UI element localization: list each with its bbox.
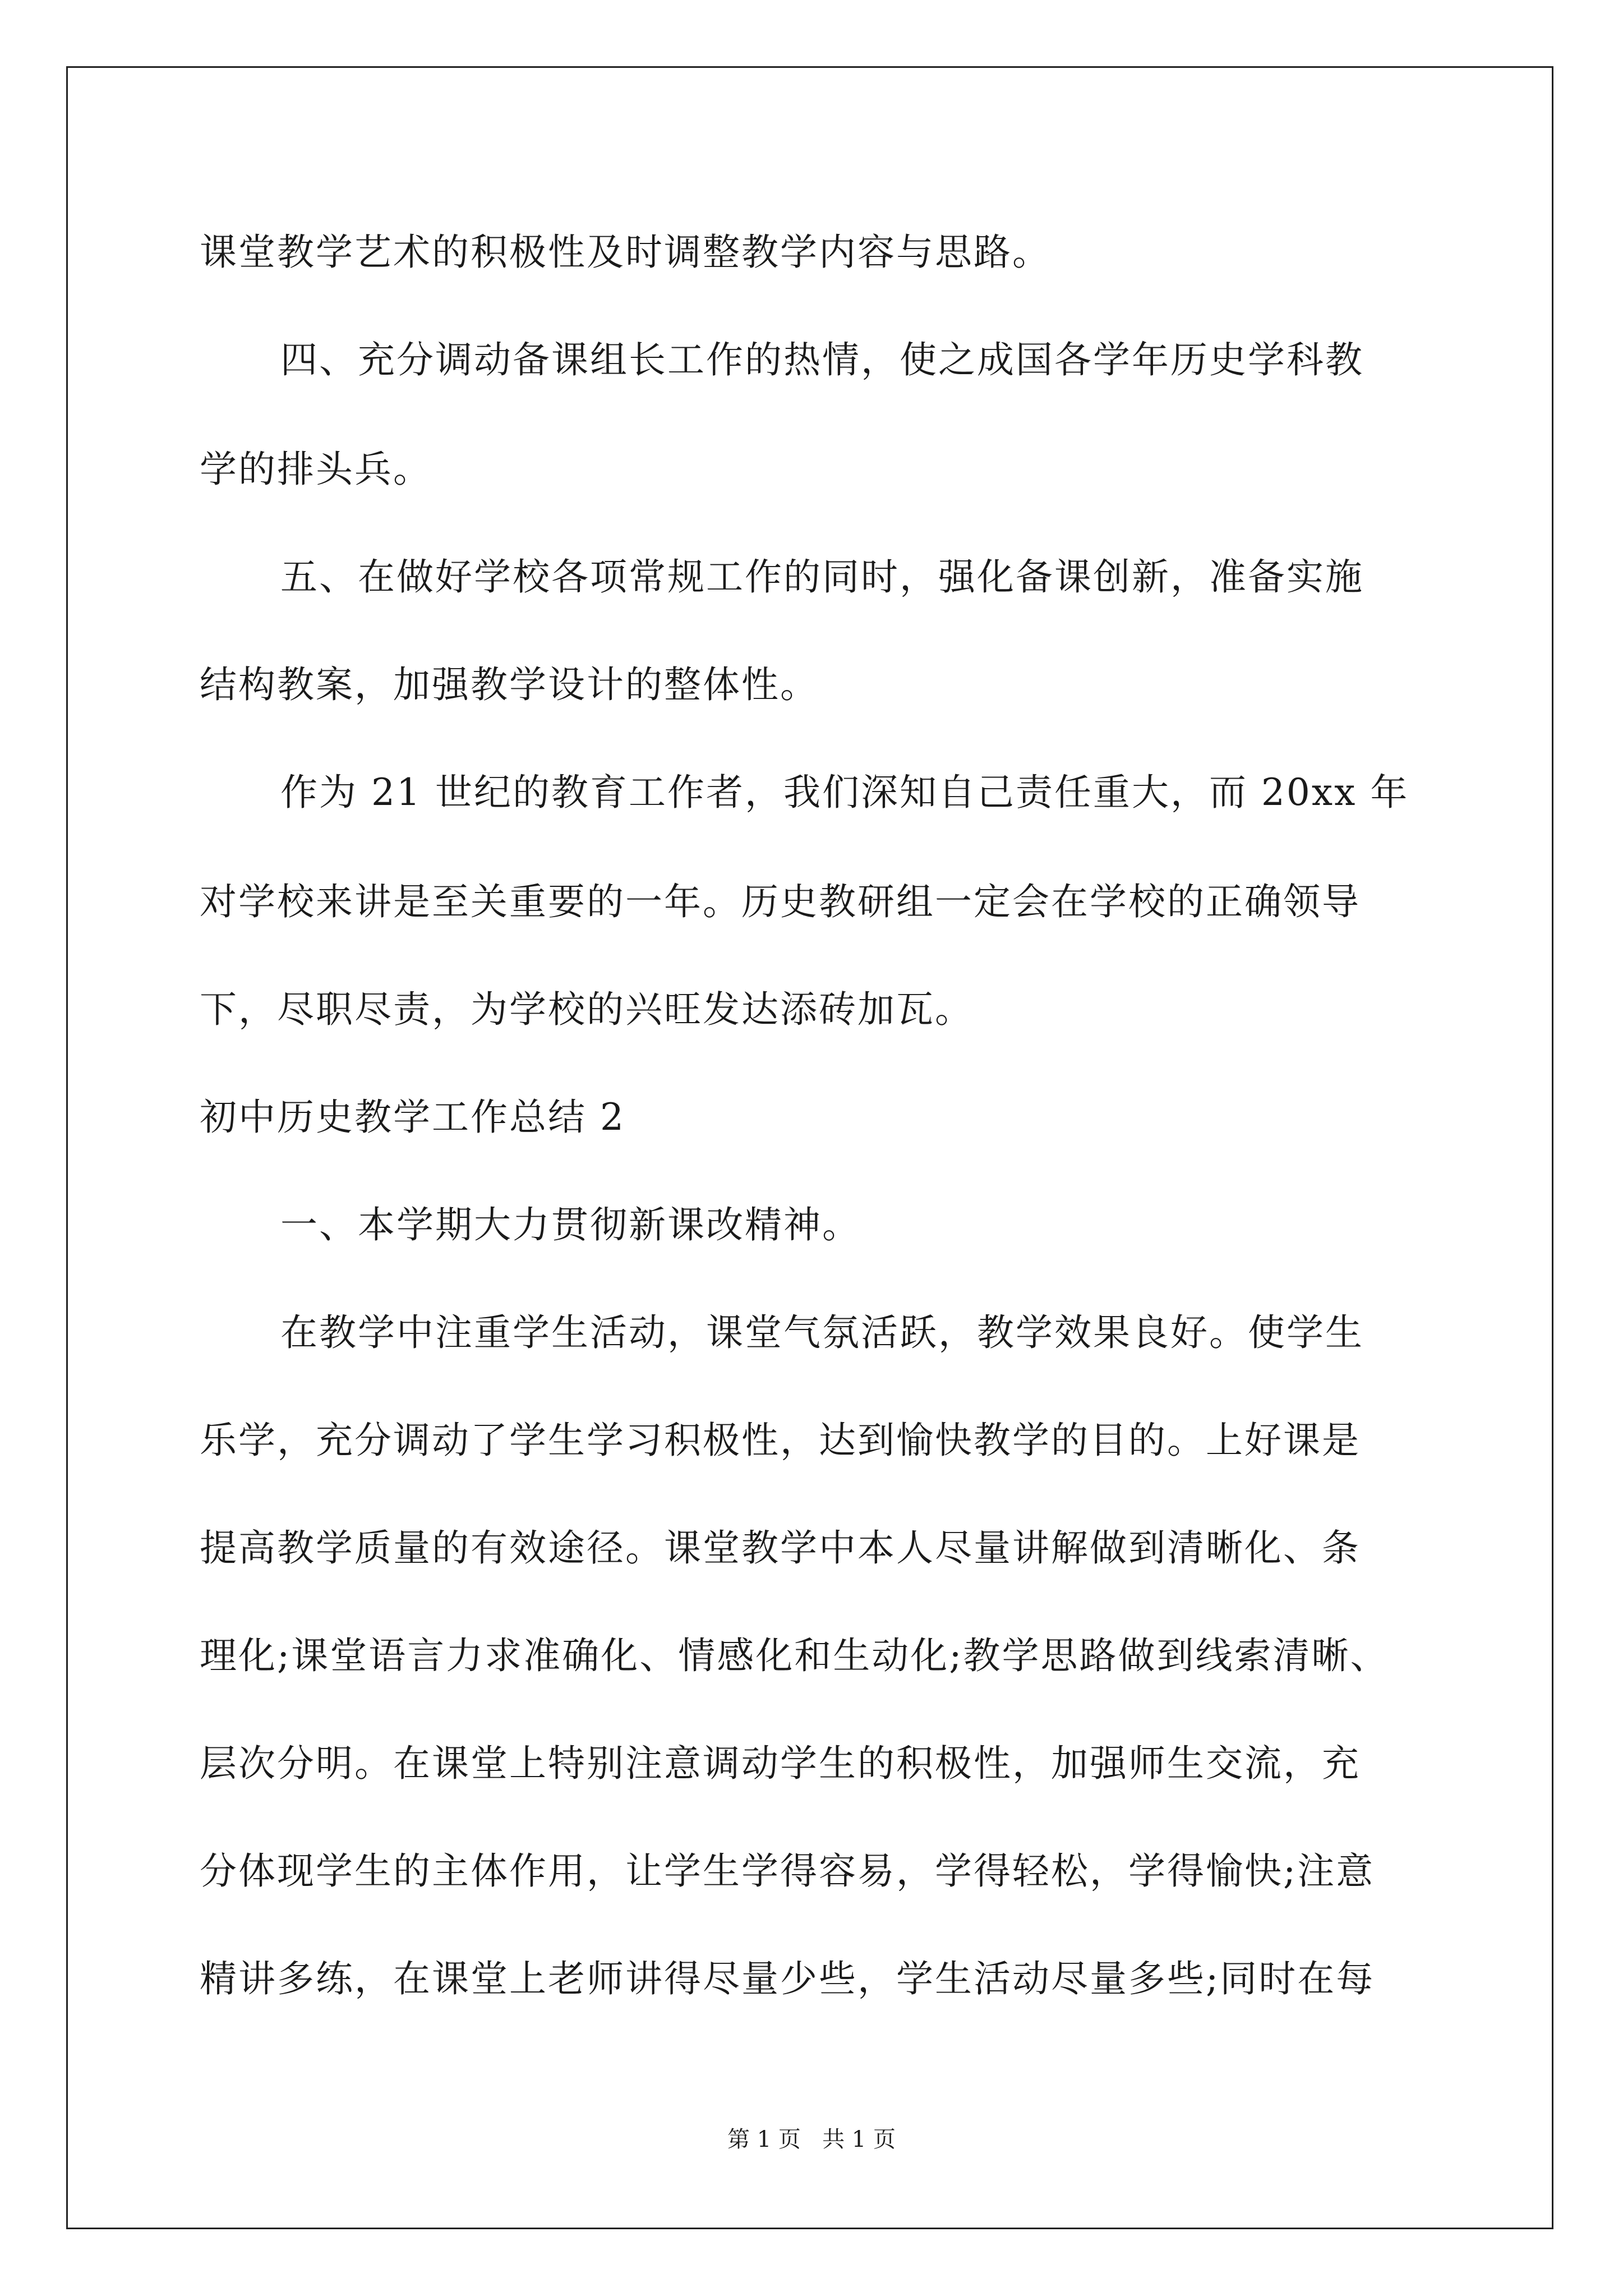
text-line: 乐学，充分调动了学生学习积极性，达到愉快教学的目的。上好课是: [200, 1419, 1361, 1462]
text-line: 一、本学期大力贯彻新课改精神。: [280, 1203, 861, 1246]
text-line: 作为 21 世纪的教育工作者，我们深知自己责任重大，而 20xx 年: [280, 771, 1409, 814]
text-line: 精讲多练，在课堂上老师讲得尽量少些，学生活动尽量多些;同时在每: [200, 1957, 1375, 2000]
text-line: 学的排头兵。: [200, 448, 432, 491]
text-line: 对学校来讲是至关重要的一年。历史教研组一定会在学校的正确领导: [200, 880, 1361, 923]
section-heading: 初中历史教学工作总结 2: [200, 1096, 625, 1139]
page-footer: 第 1 页 共 1 页: [727, 2127, 896, 2152]
text-line: 课堂教学艺术的积极性及时调整教学内容与思路。: [200, 231, 1051, 274]
text-line: 下，尽职尽责，为学校的兴旺发达添砖加瓦。: [200, 988, 974, 1031]
text-line: 结构教案，加强教学设计的整体性。: [200, 663, 819, 706]
text-line: 提高教学质量的有效途径。课堂教学中本人尽量讲解做到清晰化、条: [200, 1526, 1361, 1570]
text-line: 理化;课堂语言力求准确化、情感化和生动化;教学思路做到线索清晰、: [200, 1634, 1389, 1677]
text-line: 在教学中注重学生活动，课堂气氛活跃，教学效果良好。使学生: [280, 1311, 1364, 1354]
text-line: 五、在做好学校各项常规工作的同时，强化备课创新，准备实施: [280, 555, 1364, 599]
text-line: 分体现学生的主体作用，让学生学得容易，学得轻松，学得愉快;注意: [200, 1849, 1375, 1893]
text-line: 四、充分调动备课组长工作的热情，使之成国各学年历史学科教: [280, 338, 1364, 381]
page-border: [66, 66, 1553, 2229]
text-line: 层次分明。在课堂上特别注意调动学生的积极性，加强师生交流，充: [200, 1742, 1361, 1785]
